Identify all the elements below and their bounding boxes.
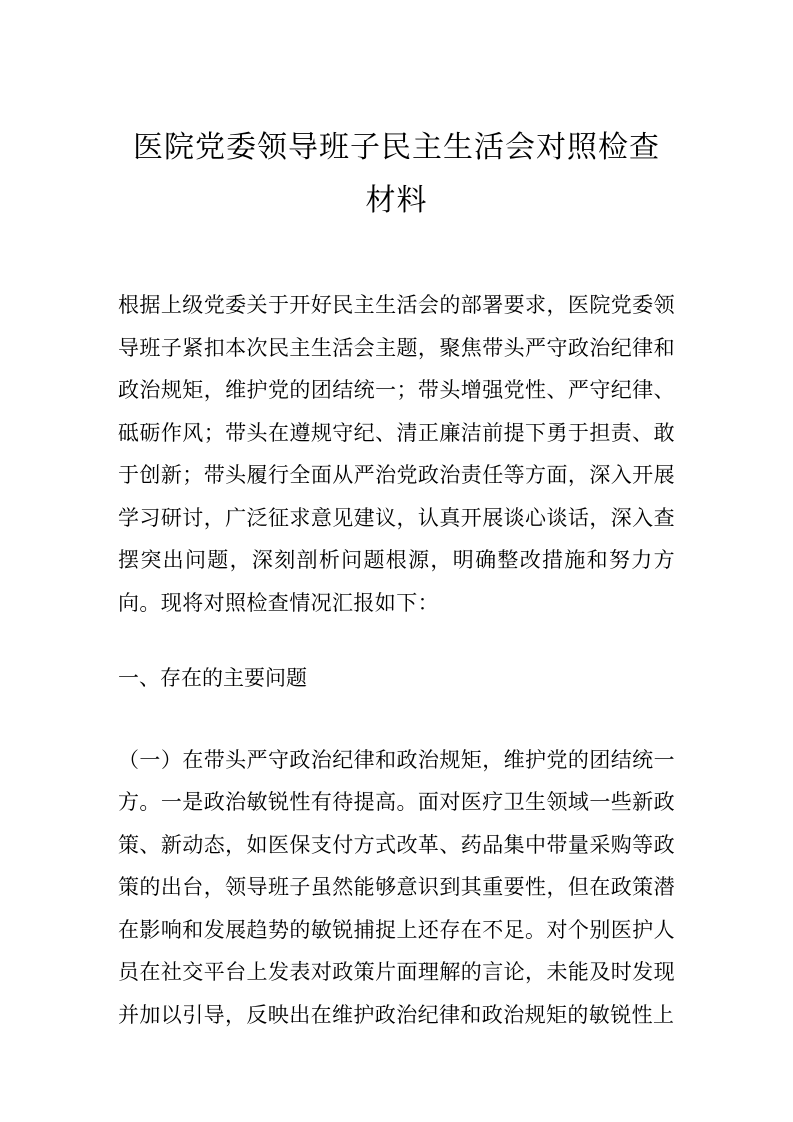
document-content-column	[118, 0, 675, 1036]
section-1-paragraph: （一）在带头严守政治纪律和政治规矩，维护党的团结统一方。一是政治敏锐性有待提高。面对医疗卫生领域一些新政策、新动态，如医保支付方式改革、药品集中带量采购等政策的出台，领导班子虽然能够意识到其重要性，但在政策潜在影响和发展趋势的敏锐捕捉上还存在不足。对个别医护人员在社交平台上发表对政策片面理解的言论，未能及时发现并加以引导，反映出在维护政治纪律和政治规矩的敏锐性上	[118, 747, 675, 1027]
section-1-heading: 一、存在的主要问题	[118, 666, 307, 690]
document-title: 医院党委领导班子民主生活会对照检查材料	[133, 131, 660, 217]
intro-paragraph: 根据上级党委关于开好民主生活会的部署要求，医院党委领导班子紧扣本次民主生活会主题，聚焦带头严守政治纪律和政治规矩，维护党的团结统一；带头增强党性、严守纪律、砥砺作风；带头在遵规守纪、清正廉洁前提下勇于担责、敢于创新；带头履行全面从严治党政治责任等方面，深入开展学习研讨，广泛征求意见建议，认真开展谈心谈话，深入查摆突出问题，深刻剖析问题根源，明确整改措施和努力方向。现将对照检查情况汇报如下：	[118, 293, 675, 615]
